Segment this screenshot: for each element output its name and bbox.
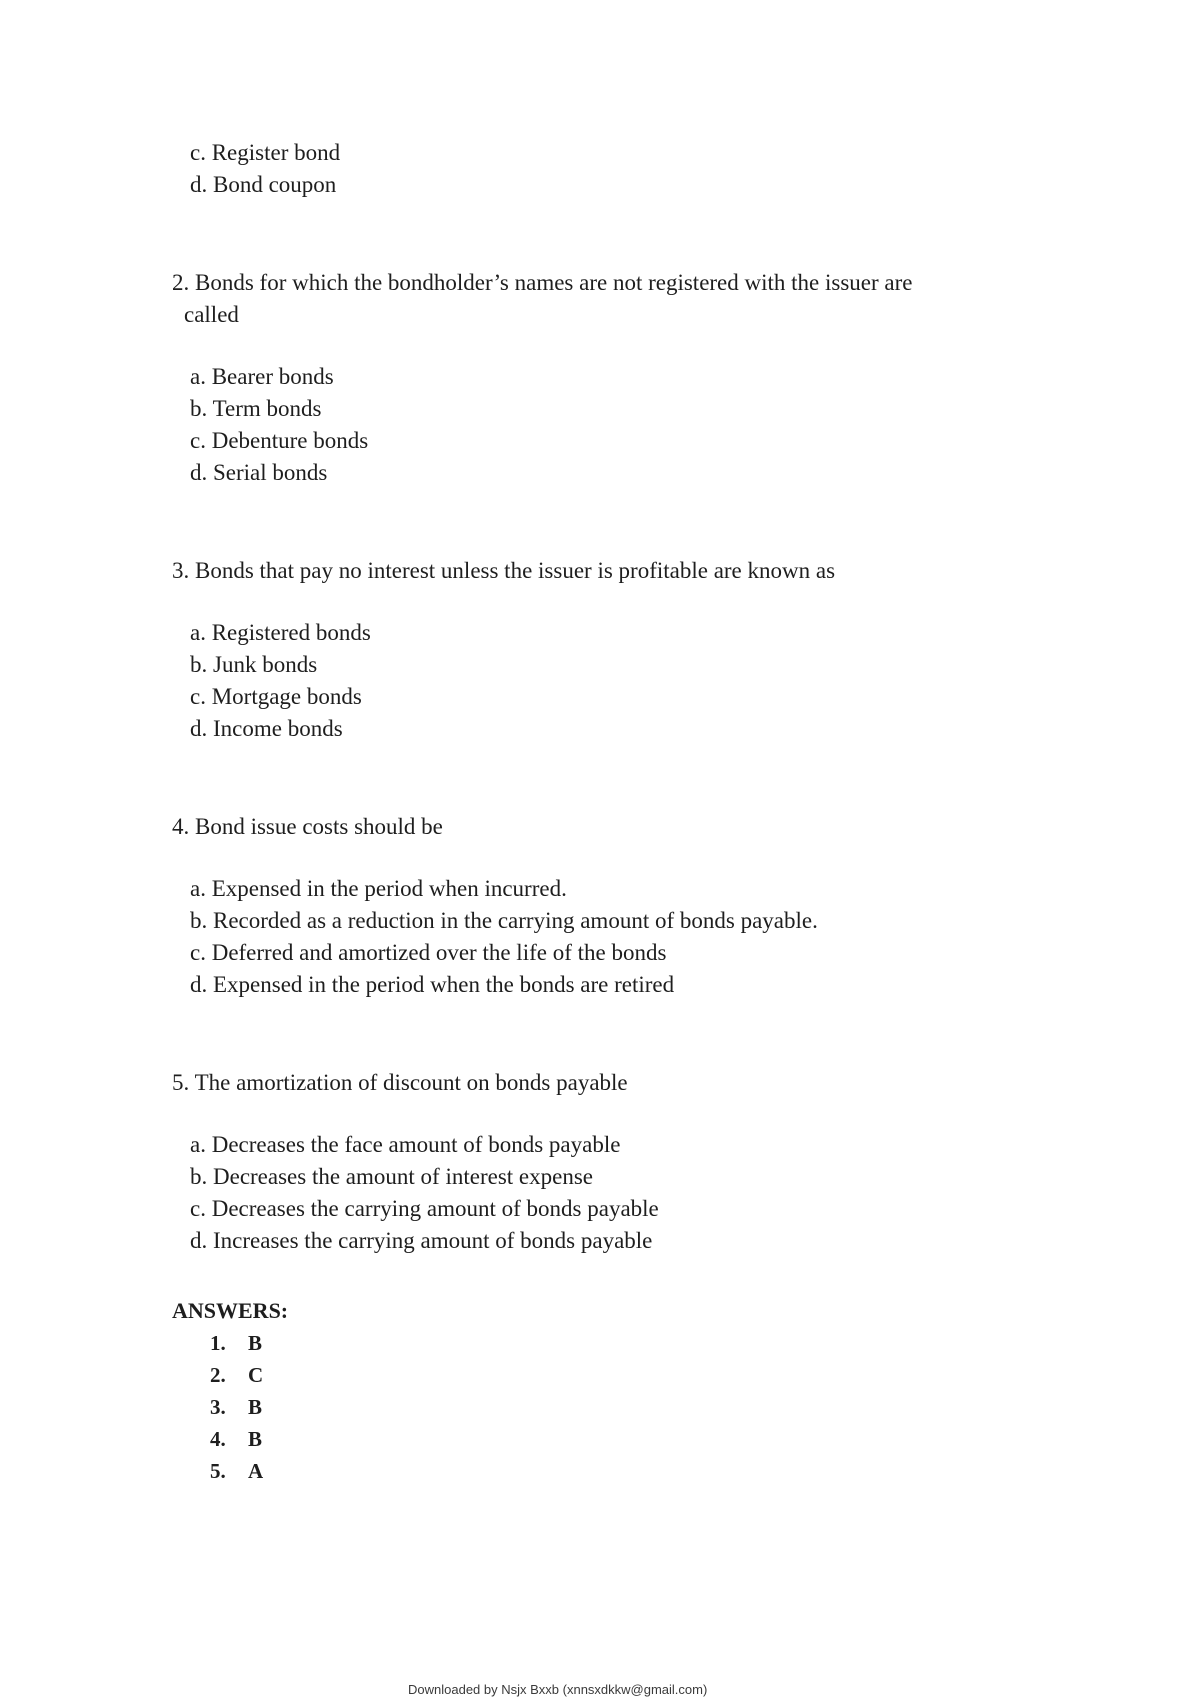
- question-4-option-a: a. Expensed in the period when incurred.: [190, 876, 567, 901]
- answer-number: 5.: [210, 1459, 226, 1483]
- question-5-option-a: a. Decreases the face amount of bonds payable: [190, 1132, 621, 1157]
- question-3-option-d: d. Income bonds: [190, 716, 343, 741]
- answer-letter: B: [248, 1427, 263, 1451]
- question-5-option-c: c. Decreases the carrying amount of bonds payable: [190, 1196, 659, 1221]
- answer-letter: C: [248, 1363, 264, 1387]
- question-2-text-cont: called: [184, 302, 239, 327]
- question-3-text: 3. Bonds that pay no interest unless the issuer is profitable are known as: [172, 558, 836, 583]
- question-2-option-a: a. Bearer bonds: [190, 364, 334, 389]
- question-2-option-d: d. Serial bonds: [190, 460, 328, 485]
- question-5-option-b: b. Decreases the amount of interest expense: [190, 1164, 593, 1189]
- answer-number: 1.: [210, 1331, 226, 1355]
- answer-number: 4.: [210, 1427, 226, 1451]
- answer-number: 3.: [210, 1395, 226, 1419]
- answers-heading: ANSWERS:: [172, 1298, 289, 1323]
- question-4-option-c: c. Deferred and amortized over the life of the bonds: [190, 940, 667, 965]
- answer-letter: A: [248, 1459, 264, 1483]
- question-5-option-d: d. Increases the carrying amount of bonds payable: [190, 1228, 653, 1253]
- question-3-option-a: a. Registered bonds: [190, 620, 371, 645]
- question-4-text: 4. Bond issue costs should be: [172, 814, 443, 839]
- option-c-prev: c. Register bond: [190, 140, 341, 165]
- question-4-option-d: d. Expensed in the period when the bonds are retired: [190, 972, 675, 997]
- answer-number: 2.: [210, 1363, 226, 1387]
- option-d-prev: d. Bond coupon: [190, 172, 337, 197]
- question-4-option-b: b. Recorded as a reduction in the carrying amount of bonds payable.: [190, 908, 818, 933]
- question-2-option-c: c. Debenture bonds: [190, 428, 369, 453]
- answer-item: [210, 1360, 263, 1390]
- download-footer: Downloaded by Nsjx Bxxb (xnnsxdkkw@gmail.com): [408, 1682, 708, 1697]
- answer-letter: B: [248, 1331, 263, 1355]
- question-3-option-b: b. Junk bonds: [190, 652, 318, 677]
- answer-item: [210, 1424, 262, 1454]
- answer-item: [210, 1392, 262, 1422]
- answer-letter: B: [248, 1395, 263, 1419]
- question-3-option-c: c. Mortgage bonds: [190, 684, 362, 709]
- question-5-text: 5. The amortization of discount on bonds payable: [172, 1070, 628, 1095]
- question-2-text: 2. Bonds for which the bondholder’s names are not registered with the issuer are: [172, 270, 913, 295]
- question-2-option-b: b. Term bonds: [190, 396, 322, 421]
- answer-item: [210, 1456, 263, 1486]
- answer-item: [210, 1328, 262, 1358]
